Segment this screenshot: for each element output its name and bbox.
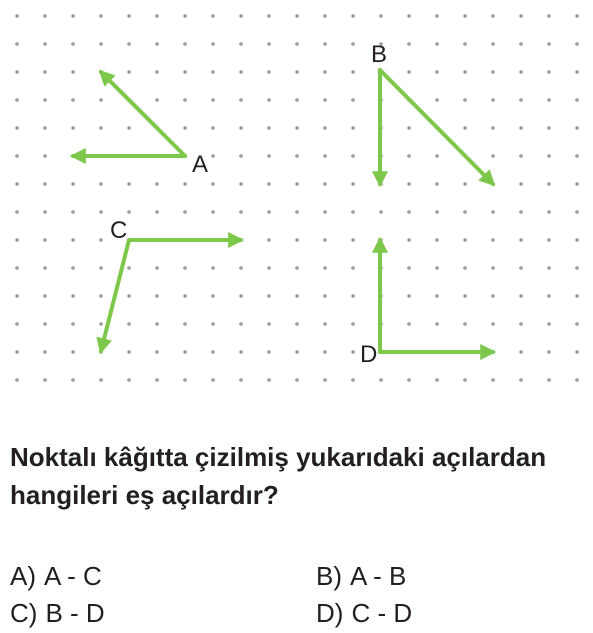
grid-dot: [351, 70, 355, 74]
grid-dot: [71, 294, 75, 298]
grid-dot: [295, 42, 299, 46]
grid-dot: [463, 238, 467, 242]
grid-dot: [71, 238, 75, 242]
grid-dot: [267, 98, 271, 102]
grid-dot: [239, 70, 243, 74]
grid-dot: [211, 98, 215, 102]
grid-dot: [267, 294, 271, 298]
question-line-1: Noktalı kâğıtta çizilmiş yukarıdaki açılardan: [10, 442, 547, 472]
grid-dot: [211, 294, 215, 298]
grid-dot: [183, 70, 187, 74]
grid-dot: [99, 322, 103, 326]
grid-dot: [71, 182, 75, 186]
grid-dot: [519, 266, 523, 270]
grid-dot: [15, 350, 19, 354]
option-c-letter: C): [10, 598, 38, 628]
grid-dot: [519, 238, 523, 242]
grid-dot: [435, 378, 439, 382]
grid-dot: [575, 70, 579, 74]
grid-dot: [127, 126, 131, 130]
grid-dot: [155, 210, 159, 214]
grid-dot: [71, 70, 75, 74]
grid-dot: [519, 378, 523, 382]
grid-dot: [155, 98, 159, 102]
grid-dot: [519, 210, 523, 214]
grid-dot: [323, 42, 327, 46]
grid-dot: [491, 238, 495, 242]
grid-dot: [267, 238, 271, 242]
grid-dot: [575, 182, 579, 186]
grid-dot: [463, 266, 467, 270]
grid-dot: [183, 378, 187, 382]
grid-dot: [547, 126, 551, 130]
grid-dot: [211, 70, 215, 74]
grid-dot: [43, 70, 47, 74]
grid-dot: [575, 126, 579, 130]
grid-dot: [183, 14, 187, 18]
grid-dot: [295, 266, 299, 270]
grid-dot: [351, 98, 355, 102]
option-b-letter: B): [316, 561, 342, 591]
grid-dot: [547, 378, 551, 382]
grid-dot: [435, 238, 439, 242]
grid-dot: [295, 154, 299, 158]
vertex-label-d: D: [360, 341, 378, 368]
grid-dot: [71, 98, 75, 102]
grid-dot: [407, 14, 411, 18]
grid-dot: [211, 266, 215, 270]
grid-dot: [15, 98, 19, 102]
grid-dot: [407, 266, 411, 270]
grid-dot: [491, 210, 495, 214]
grid-dot: [239, 98, 243, 102]
grid-dot: [239, 14, 243, 18]
grid-dot: [43, 238, 47, 242]
angle-c-ray-diagonal: [101, 240, 129, 351]
option-d[interactable]: [316, 598, 412, 629]
option-a[interactable]: [10, 561, 102, 592]
grid-dot: [99, 238, 103, 242]
grid-dot: [351, 42, 355, 46]
grid-dot: [323, 98, 327, 102]
grid-dot: [43, 154, 47, 158]
grid-dot: [127, 350, 131, 354]
grid-dot: [127, 210, 131, 214]
grid-dot: [183, 182, 187, 186]
grid-dot: [323, 238, 327, 242]
grid-dot: [155, 42, 159, 46]
grid-dot: [351, 238, 355, 242]
grid-dot: [435, 182, 439, 186]
grid-dot: [407, 70, 411, 74]
grid-dot: [43, 210, 47, 214]
grid-dot: [463, 126, 467, 130]
angle-d: [360, 240, 493, 368]
grid-dot: [491, 14, 495, 18]
grid-dot: [239, 210, 243, 214]
grid-dot: [15, 378, 19, 382]
question-text: [10, 438, 590, 514]
grid-dot: [127, 182, 131, 186]
grid-dot: [463, 294, 467, 298]
grid-dot: [211, 14, 215, 18]
grid-dot: [351, 126, 355, 130]
grid-dot: [463, 322, 467, 326]
grid-dot: [155, 70, 159, 74]
grid-dot: [211, 42, 215, 46]
grid-dot: [71, 378, 75, 382]
grid-dot: [547, 238, 551, 242]
grid-dot: [435, 98, 439, 102]
grid-dot: [547, 98, 551, 102]
grid-dot: [267, 322, 271, 326]
grid-dot: [239, 378, 243, 382]
grid-dot: [155, 182, 159, 186]
grid-dot: [575, 378, 579, 382]
grid-dot: [575, 98, 579, 102]
grid-dot: [351, 182, 355, 186]
grid-dot: [71, 266, 75, 270]
grid-dot: [99, 378, 103, 382]
grid-dot: [575, 322, 579, 326]
grid-dot: [127, 294, 131, 298]
option-d-text: C - D: [351, 598, 413, 628]
grid-dot: [155, 322, 159, 326]
grid-dot: [43, 322, 47, 326]
grid-dot: [295, 70, 299, 74]
grid-dot: [295, 378, 299, 382]
grid-dot: [71, 42, 75, 46]
vertex-label-b: B: [371, 41, 388, 68]
grid-dot: [351, 14, 355, 18]
grid-dot: [15, 42, 19, 46]
grid-dot: [183, 126, 187, 130]
grid-dot: [183, 322, 187, 326]
grid-dot: [99, 126, 103, 130]
grid-dot: [575, 294, 579, 298]
grid-dot: [519, 42, 523, 46]
grid-dot: [379, 378, 383, 382]
grid-dot: [295, 98, 299, 102]
grid-dot: [267, 42, 271, 46]
grid-dot: [267, 14, 271, 18]
option-c-text: B - D: [45, 598, 105, 628]
grid-dot: [15, 126, 19, 130]
grid-dot: [295, 182, 299, 186]
grid-dot: [15, 210, 19, 214]
grid-dot: [435, 210, 439, 214]
grid-dot: [239, 154, 243, 158]
grid-dot: [15, 70, 19, 74]
grid-dot: [295, 210, 299, 214]
grid-dot: [211, 154, 215, 158]
grid-dot: [127, 70, 131, 74]
grid-dot: [239, 182, 243, 186]
vertex-label-a: A: [192, 151, 209, 178]
grid-dot: [71, 350, 75, 354]
grid-dot: [491, 294, 495, 298]
grid-dot: [519, 98, 523, 102]
dot-grid: [15, 14, 579, 382]
grid-dot: [15, 294, 19, 298]
grid-dot: [407, 294, 411, 298]
grid-dot: [323, 182, 327, 186]
grid-dot: [547, 350, 551, 354]
grid-dot: [183, 98, 187, 102]
grid-dot: [211, 350, 215, 354]
grid-dot: [323, 14, 327, 18]
grid-dot: [99, 98, 103, 102]
grid-dot: [239, 266, 243, 270]
grid-dot: [43, 350, 47, 354]
grid-dot: [491, 266, 495, 270]
grid-dot: [295, 322, 299, 326]
angle-b-ray-diagonal: [380, 70, 493, 184]
grid-dot: [491, 70, 495, 74]
grid-dot: [351, 154, 355, 158]
grid-dot: [491, 126, 495, 130]
grid-dot: [15, 322, 19, 326]
grid-dot: [575, 238, 579, 242]
grid-dot: [547, 322, 551, 326]
grid-dot: [155, 350, 159, 354]
grid-dot: [519, 14, 523, 18]
grid-dot: [43, 14, 47, 18]
grid-dot: [239, 294, 243, 298]
grid-dot: [183, 266, 187, 270]
grid-dot: [127, 266, 131, 270]
grid-dot: [43, 182, 47, 186]
grid-dot: [99, 14, 103, 18]
grid-dot: [43, 266, 47, 270]
grid-dot: [435, 266, 439, 270]
grid-dot: [127, 14, 131, 18]
grid-dot: [43, 42, 47, 46]
grid-dot: [547, 182, 551, 186]
grid-dot: [43, 294, 47, 298]
grid-dot: [99, 42, 103, 46]
grid-dot: [43, 98, 47, 102]
grid-dot: [519, 126, 523, 130]
grid-dot: [575, 14, 579, 18]
grid-dot: [183, 210, 187, 214]
grid-dot: [211, 378, 215, 382]
grid-dot: [267, 210, 271, 214]
grid-dot: [239, 322, 243, 326]
grid-dot: [407, 378, 411, 382]
grid-dot: [435, 42, 439, 46]
grid-dot: [435, 70, 439, 74]
grid-dot: [15, 182, 19, 186]
option-b-text: A - B: [350, 561, 407, 591]
grid-dot: [463, 98, 467, 102]
grid-dot: [267, 154, 271, 158]
grid-dot: [519, 154, 523, 158]
grid-dot: [239, 126, 243, 130]
grid-dot: [323, 378, 327, 382]
grid-dot: [295, 14, 299, 18]
grid-dot: [491, 154, 495, 158]
grid-dot: [99, 182, 103, 186]
grid-dot: [267, 182, 271, 186]
grid-dot: [267, 350, 271, 354]
grid-dot: [351, 210, 355, 214]
angle-a: [73, 72, 208, 178]
grid-dot: [155, 378, 159, 382]
option-a-letter: A): [10, 561, 36, 591]
grid-dot: [323, 126, 327, 130]
grid-dot: [155, 14, 159, 18]
question-line-2: hangileri eş açılardır?: [10, 480, 279, 510]
grid-dot: [463, 378, 467, 382]
grid-dot: [71, 322, 75, 326]
grid-dot: [15, 154, 19, 158]
grid-dot: [99, 266, 103, 270]
grid-dot: [351, 294, 355, 298]
grid-dot: [15, 266, 19, 270]
grid-dot: [519, 70, 523, 74]
grid-dot: [491, 98, 495, 102]
grid-dot: [155, 294, 159, 298]
grid-dot: [351, 350, 355, 354]
grid-dot: [575, 350, 579, 354]
grid-dot: [211, 182, 215, 186]
grid-dot: [351, 266, 355, 270]
grid-dot: [351, 322, 355, 326]
angle-c: [101, 217, 241, 351]
grid-dot: [435, 294, 439, 298]
grid-dot: [295, 126, 299, 130]
grid-dot: [267, 126, 271, 130]
grid-dot: [323, 322, 327, 326]
grid-dot: [43, 126, 47, 130]
grid-dot: [239, 42, 243, 46]
vertex-label-c: C: [110, 217, 128, 244]
grid-dot: [575, 210, 579, 214]
grid-dot: [99, 210, 103, 214]
grid-dot: [379, 210, 383, 214]
grid-dot: [71, 210, 75, 214]
grid-dot: [407, 238, 411, 242]
grid-dot: [575, 42, 579, 46]
grid-dot: [323, 294, 327, 298]
grid-dot: [407, 322, 411, 326]
grid-dot: [43, 378, 47, 382]
grid-dot: [407, 182, 411, 186]
option-c[interactable]: [10, 598, 105, 629]
grid-dot: [547, 210, 551, 214]
grid-dot: [379, 14, 383, 18]
grid-dot: [491, 42, 495, 46]
grid-dot: [519, 294, 523, 298]
grid-dot: [323, 210, 327, 214]
grid-dot: [267, 70, 271, 74]
grid-dot: [547, 154, 551, 158]
grid-dot: [463, 182, 467, 186]
grid-dot: [407, 42, 411, 46]
grid-dot: [575, 154, 579, 158]
grid-dot: [211, 126, 215, 130]
grid-dot: [435, 14, 439, 18]
grid-dot: [463, 210, 467, 214]
grid-dot: [211, 322, 215, 326]
grid-dot: [295, 294, 299, 298]
grid-dot: [295, 238, 299, 242]
grid-dot: [71, 14, 75, 18]
grid-dot: [547, 266, 551, 270]
grid-dot: [323, 70, 327, 74]
grid-dot: [183, 350, 187, 354]
grid-dot: [15, 14, 19, 18]
grid-dot: [407, 154, 411, 158]
grid-dot: [15, 238, 19, 242]
option-b[interactable]: [316, 561, 406, 592]
grid-dot: [127, 378, 131, 382]
grid-dot: [323, 350, 327, 354]
grid-dot: [547, 14, 551, 18]
grid-dot: [295, 350, 299, 354]
grid-dot: [435, 154, 439, 158]
grid-dot: [183, 294, 187, 298]
grid-dot: [127, 322, 131, 326]
grid-dot: [239, 350, 243, 354]
grid-dot: [267, 378, 271, 382]
option-d-letter: D): [316, 598, 344, 628]
grid-dot: [351, 378, 355, 382]
grid-dot: [407, 126, 411, 130]
angle-b: [371, 41, 493, 184]
grid-dot: [323, 154, 327, 158]
grid-dot: [407, 210, 411, 214]
grid-dot: [323, 266, 327, 270]
grid-dot: [99, 294, 103, 298]
grid-dot: [519, 182, 523, 186]
grid-dot: [435, 322, 439, 326]
grid-dot: [547, 70, 551, 74]
grid-dot: [267, 266, 271, 270]
angle-a-ray-diagonal: [101, 72, 185, 156]
grid-dot: [491, 322, 495, 326]
grid-dot: [71, 126, 75, 130]
grid-dot: [155, 266, 159, 270]
grid-dot: [127, 42, 131, 46]
grid-dot: [547, 42, 551, 46]
grid-dot: [183, 42, 187, 46]
grid-dot: [463, 42, 467, 46]
grid-dot: [575, 266, 579, 270]
grid-dot: [463, 70, 467, 74]
grid-dot: [463, 14, 467, 18]
grid-dot: [519, 350, 523, 354]
grid-dot: [547, 294, 551, 298]
grid-dot: [491, 378, 495, 382]
option-a-text: A - C: [44, 561, 102, 591]
grid-dot: [211, 210, 215, 214]
grid-dot: [519, 322, 523, 326]
